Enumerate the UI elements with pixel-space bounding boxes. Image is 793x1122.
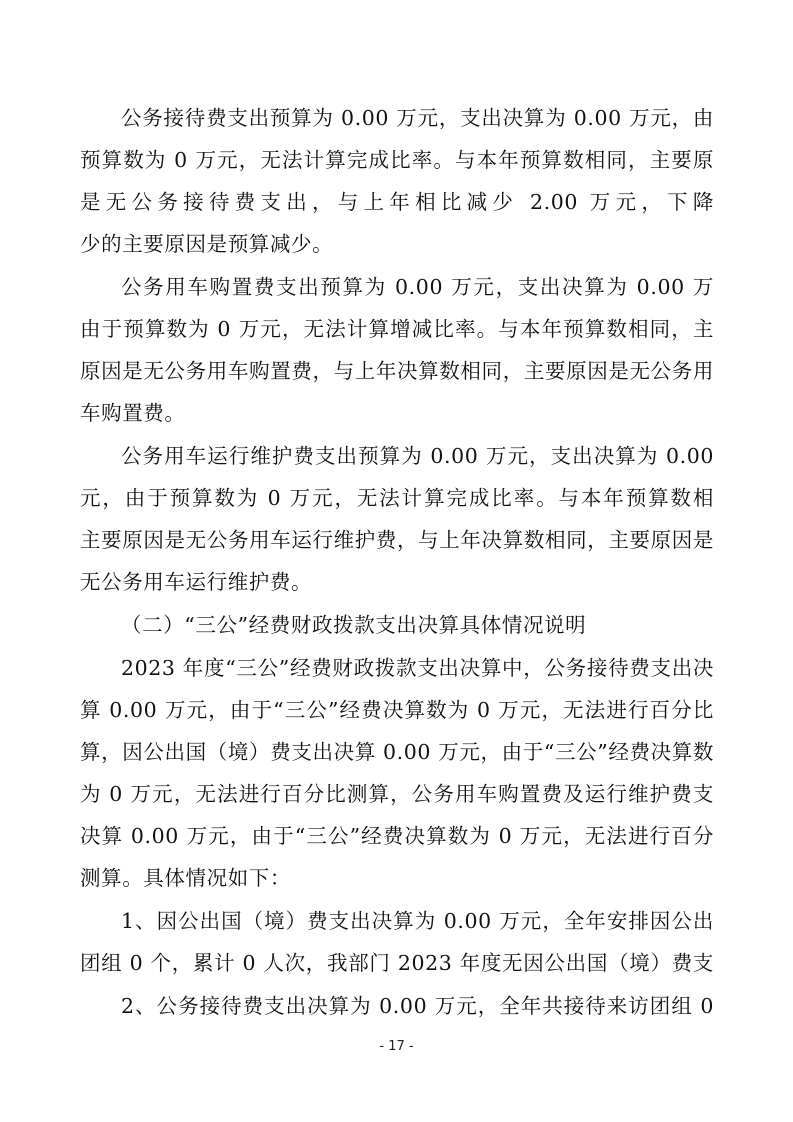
paragraph-text: 团组 0 个，累计 0 人次，我部门 2023 年度无因公出国（境）费支 bbox=[80, 951, 714, 975]
text-line bbox=[0, 943, 793, 983]
paragraph-text: 测算。具体情况如下： bbox=[80, 866, 291, 890]
text-line bbox=[0, 774, 793, 814]
text-line bbox=[0, 140, 793, 180]
text-line bbox=[0, 478, 793, 518]
paragraph-text: 公务接待费支出预算为 0.00 万元，支出决算为 0.00 万元，由 bbox=[121, 106, 714, 130]
text-line bbox=[0, 393, 793, 433]
paragraph-text: 2023 年度“三公”经费财政拨款支出决算中，公务接待费支出决 bbox=[121, 656, 714, 680]
page-number: - 17 - bbox=[379, 1039, 414, 1054]
text-line bbox=[0, 816, 793, 856]
paragraph-text: 算，因公出国（境）费支出决算 0.00 万元，由于“三公”经费决算数 bbox=[80, 740, 714, 764]
text-line bbox=[0, 309, 793, 349]
paragraph-text: 公务用车购置费支出预算为 0.00 万元，支出决算为 0.00 万 bbox=[121, 275, 714, 299]
text-line bbox=[0, 648, 793, 688]
text-line bbox=[0, 351, 793, 391]
text-line bbox=[0, 182, 793, 222]
paragraph-text: 1、因公出国（境）费支出决算为 0.00 万元，全年安排因公出 bbox=[121, 909, 714, 933]
paragraph-text: 是无公务接待费支出，与上年相比减少 2.00 万元，下降 bbox=[80, 190, 714, 214]
text-line bbox=[0, 267, 793, 307]
text-line bbox=[0, 562, 793, 602]
paragraph-text: 主要原因是无公务用车运行维护费，与上年决算数相同，主要原因是 bbox=[80, 528, 714, 552]
text-line bbox=[0, 224, 793, 264]
section-heading bbox=[0, 605, 793, 645]
paragraph-text: 少的主要原因是预算减少。 bbox=[80, 232, 334, 256]
text-line bbox=[0, 858, 793, 898]
paragraph-text: 决算 0.00 万元，由于“三公”经费决算数为 0 万元，无法进行百分 bbox=[80, 824, 714, 848]
paragraph-text: 无公务用车运行维护费。 bbox=[80, 570, 313, 594]
text-line bbox=[0, 732, 793, 772]
text-line bbox=[0, 98, 793, 138]
paragraph-text: 2、公务接待费支出决算为 0.00 万元，全年共接待来访团组 0 bbox=[121, 994, 714, 1018]
text-line bbox=[0, 901, 793, 941]
paragraph-text: 预算数为 0 万元，无法计算完成比率。与本年预算数相同，主要原 bbox=[80, 148, 714, 172]
heading-text: （二）“三公”经费财政拨款支出决算具体情况说明 bbox=[121, 613, 587, 637]
paragraph-text: 算 0.00 万元，由于“三公”经费决算数为 0 万元，无法进行百分比 bbox=[80, 698, 714, 722]
text-line bbox=[0, 436, 793, 476]
text-line bbox=[0, 690, 793, 730]
paragraph-text: 车购置费。 bbox=[80, 401, 186, 425]
paragraph-text: 原因是无公务用车购置费，与上年决算数相同，主要原因是无公务用 bbox=[80, 359, 714, 383]
paragraph-text: 由于预算数为 0 万元，无法计算增减比率。与本年预算数相同，主 bbox=[80, 317, 714, 341]
paragraph-text: 元，由于预算数为 0 万元，无法计算完成比率。与本年预算数相 bbox=[80, 486, 714, 510]
text-line bbox=[0, 520, 793, 560]
paragraph-text: 公务用车运行维护费支出预算为 0.00 万元，支出决算为 0.00 bbox=[121, 444, 714, 468]
text-line bbox=[0, 986, 793, 1026]
paragraph-text: 为 0 万元，无法进行百分比测算，公务用车购置费及运行维护费支 bbox=[80, 782, 714, 806]
